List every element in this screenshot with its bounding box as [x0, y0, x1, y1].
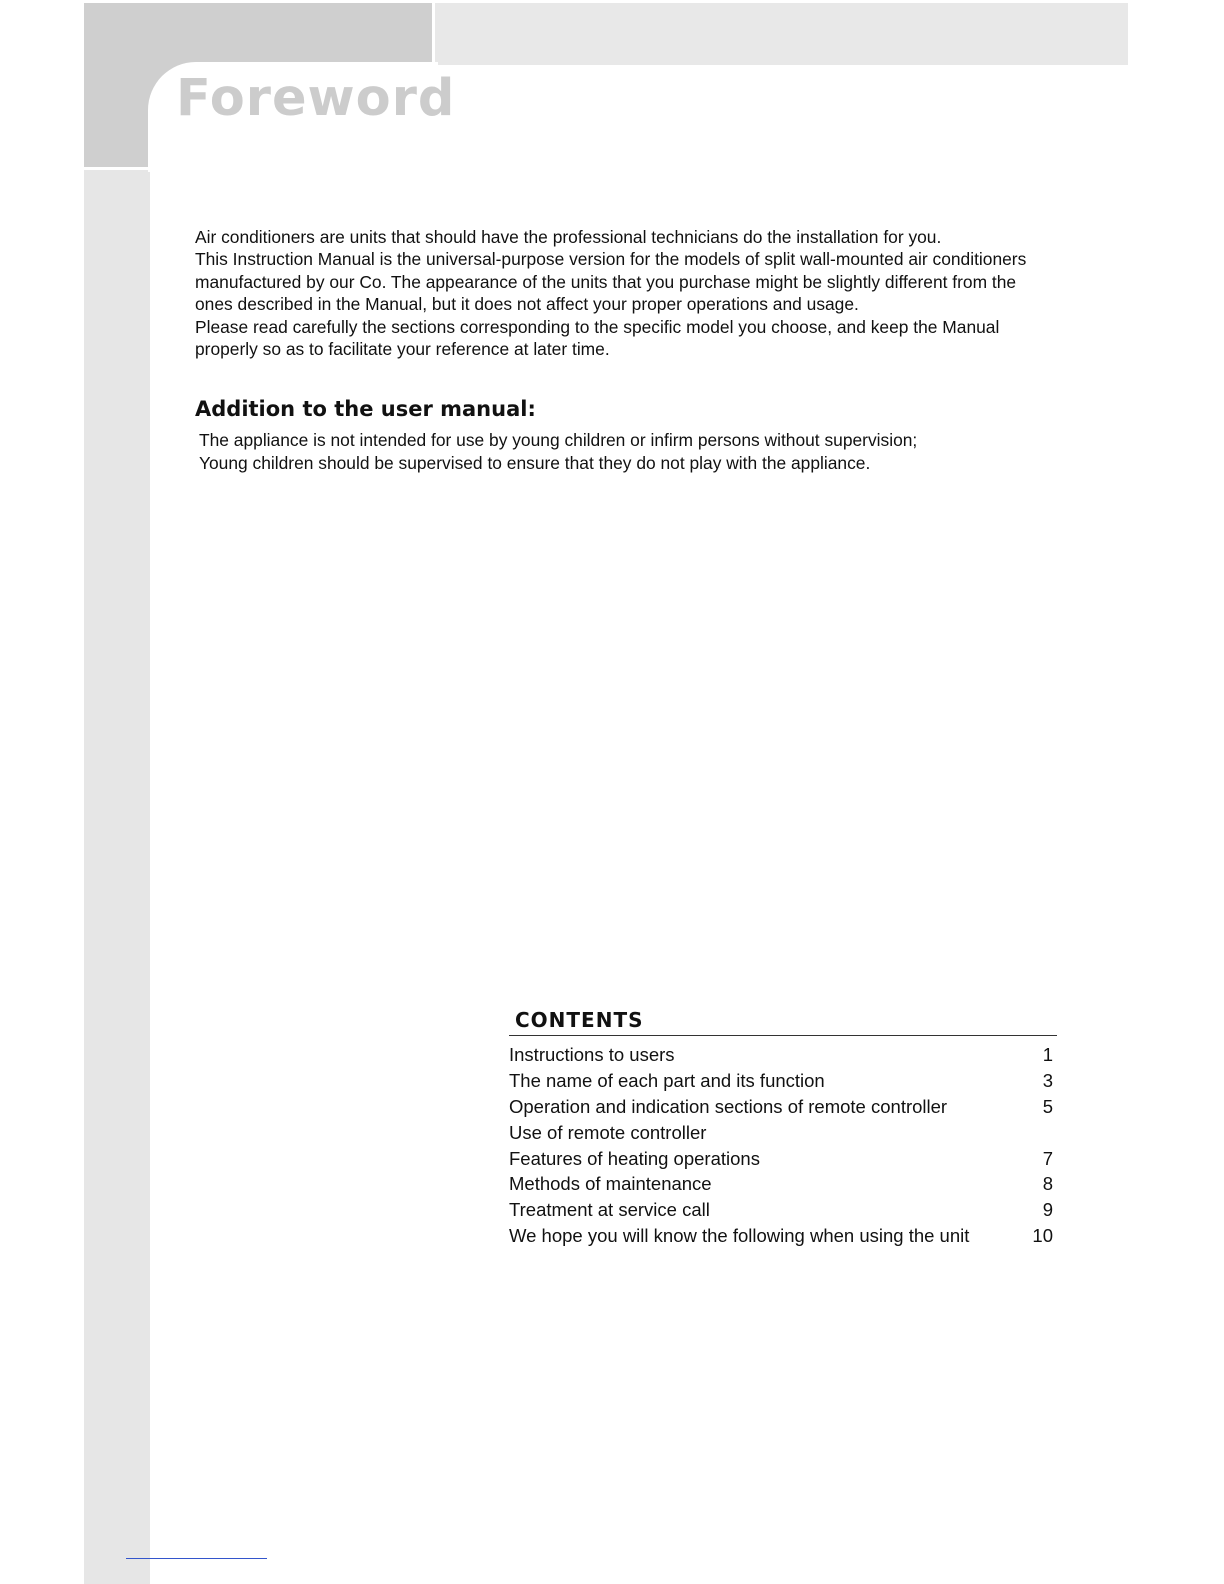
contents-item[interactable]	[509, 1068, 1057, 1094]
intro-line: Please read carefully the sections corresponding to the specific model you choose, and keep the Manual	[195, 316, 1000, 337]
addition-paragraph	[199, 429, 917, 474]
intro-line: ones described in the Manual, but it does not affect your proper operations and usage.	[195, 294, 859, 315]
contents-item[interactable]	[509, 1223, 1057, 1249]
contents-item-title: Use of remote controller	[509, 1121, 707, 1143]
contents-item-title: Features of heating operations	[509, 1147, 760, 1169]
contents-item[interactable]	[509, 1042, 1057, 1068]
contents-item[interactable]	[509, 1120, 1057, 1146]
intro-line: Air conditioners are units that should have the professional technicians do the installation for you.	[195, 227, 942, 247]
intro-paragraph	[195, 226, 1075, 360]
contents-item[interactable]	[509, 1094, 1057, 1120]
footer-link-underline	[126, 1558, 267, 1559]
contents-item-title: Instructions to users	[509, 1044, 675, 1065]
contents-divider	[509, 1035, 1057, 1036]
contents-item-page: 9	[1042, 1199, 1053, 1221]
contents-section	[509, 1006, 1057, 1249]
contents-item-page: 5	[1042, 1095, 1053, 1117]
contents-item-page: 1	[1042, 1044, 1053, 1065]
addition-line: Young children should be supervised to ensure that they do not play with the appliance.	[199, 452, 871, 473]
page-title: Foreword	[176, 69, 456, 128]
intro-line: manufactured by our Co. The appearance of the units that you purchase might be slightly different from the	[195, 271, 1017, 292]
contents-item-page: 3	[1042, 1069, 1053, 1091]
side-decor-strip	[84, 170, 150, 1584]
contents-item-title: The name of each part and its function	[509, 1069, 825, 1091]
contents-item-page: 10	[1032, 1225, 1053, 1247]
intro-line: This Instruction Manual is the universal-purpose version for the models of split wall-mounted air conditioners	[195, 249, 1027, 270]
contents-item-title: Methods of maintenance	[509, 1173, 712, 1195]
addition-heading: Addition to the user manual:	[195, 397, 536, 421]
addition-line: The appliance is not intended for use by young children or infirm persons without supervision;	[199, 430, 918, 450]
contents-heading: CONTENTS	[515, 1008, 644, 1032]
contents-item[interactable]	[509, 1146, 1057, 1172]
contents-list	[509, 1042, 1057, 1249]
intro-line: properly so as to facilitate your reference at later time.	[195, 339, 610, 360]
contents-item-page: 8	[1042, 1173, 1053, 1195]
contents-item[interactable]	[509, 1197, 1057, 1223]
contents-item[interactable]	[509, 1171, 1057, 1197]
header-decor-block-right	[435, 3, 1128, 65]
contents-item-title: We hope you will know the following when using the unit	[509, 1225, 970, 1247]
contents-item-page: 7	[1042, 1147, 1053, 1169]
contents-item-title: Operation and indication sections of remote controller	[509, 1095, 948, 1117]
contents-item-title: Treatment at service call	[509, 1199, 710, 1221]
